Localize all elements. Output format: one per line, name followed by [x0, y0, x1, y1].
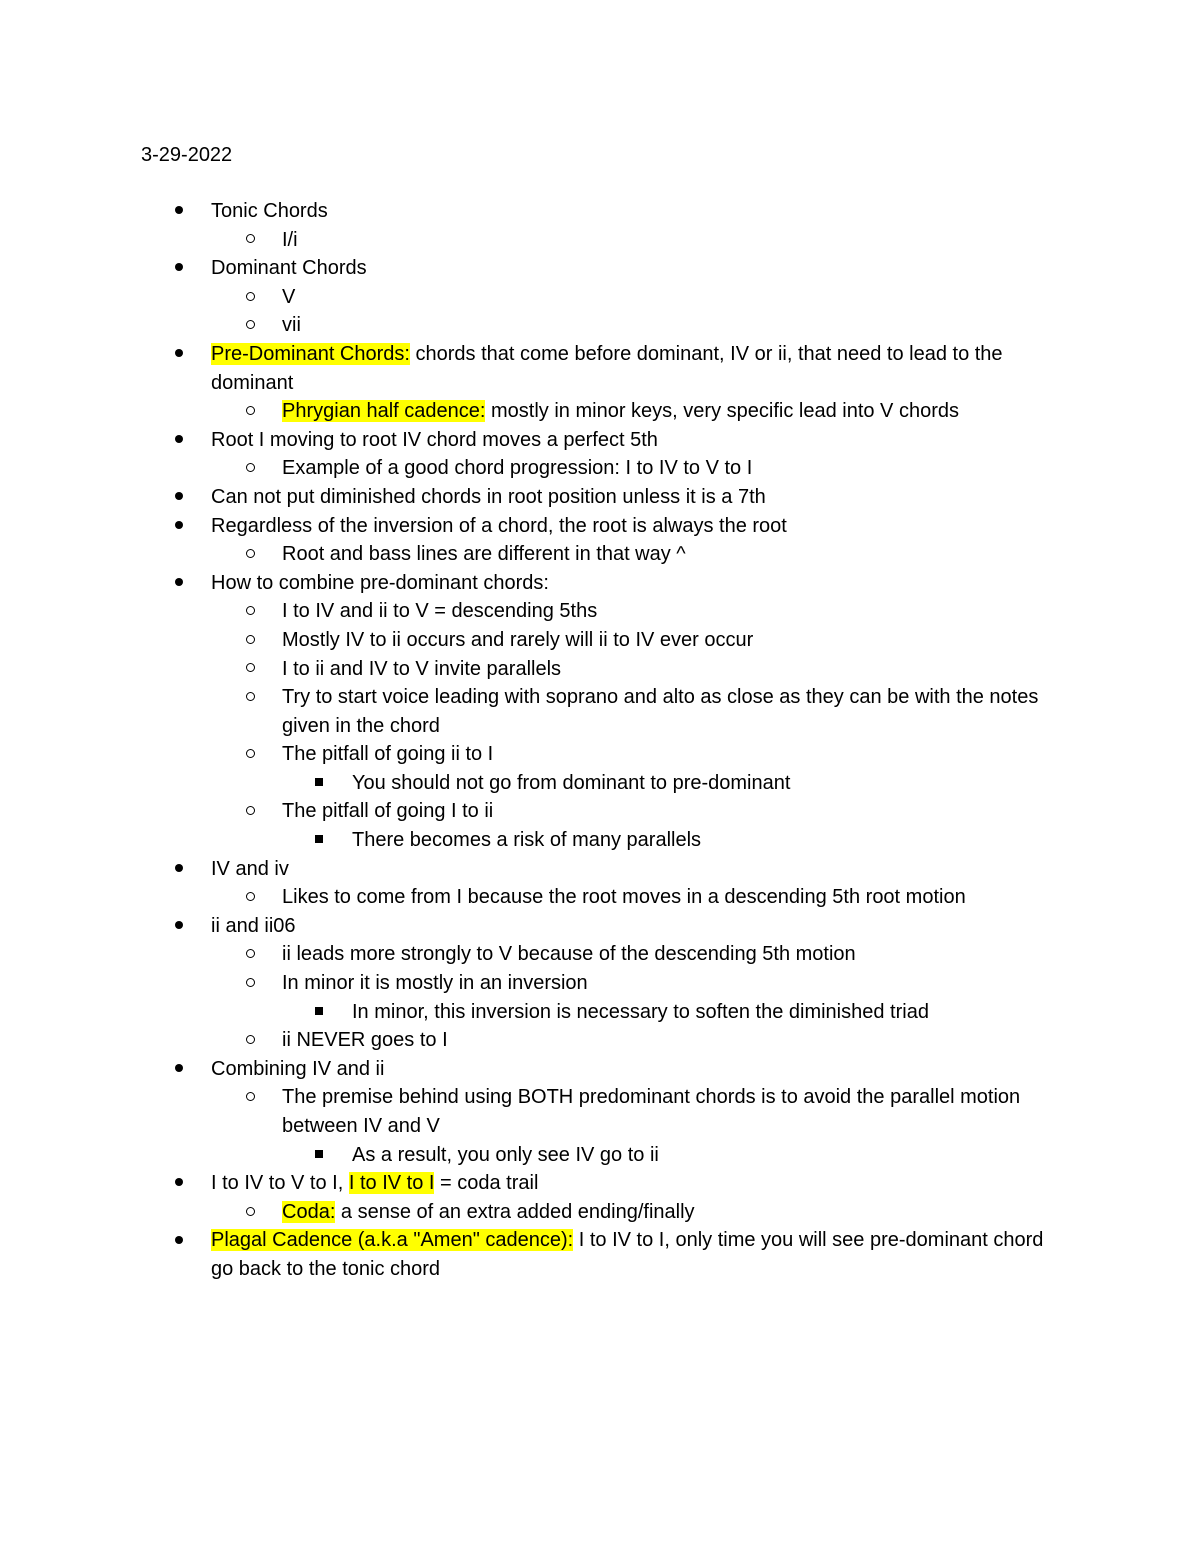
list-item: V [0, 283, 1200, 312]
bullet-icon [175, 1055, 183, 1084]
list-item: ii and ii06 [0, 912, 1200, 941]
list-item: Coda: a sense of an extra added ending/finally [0, 1198, 1200, 1227]
circle-bullet-icon [246, 226, 255, 255]
bullet-icon [175, 254, 183, 283]
list-item: I/i [0, 226, 1200, 255]
bullet-icon [175, 512, 183, 541]
list-item: In minor it is mostly in an inversion [0, 969, 1200, 998]
list-item: Phrygian half cadence: mostly in minor keys, very specific lead into V chords [0, 397, 1200, 426]
highlighted-term: I to IV to I [348, 1172, 435, 1195]
bullet-icon [175, 569, 183, 598]
highlighted-term: Pre-Dominant Chords: [211, 342, 410, 365]
list-item: How to combine pre-dominant chords: [0, 569, 1200, 598]
square-bullet-icon [315, 998, 323, 1027]
bullet-icon [175, 197, 183, 226]
list-item: I to ii and IV to V invite parallels [0, 655, 1200, 684]
note-date: 3-29-2022 [141, 144, 233, 166]
list-item: Regardless of the inversion of a chord, the root is always the root [0, 512, 1200, 541]
list-item: vii [0, 311, 1200, 340]
square-bullet-icon [315, 769, 323, 798]
circle-bullet-icon [246, 740, 255, 769]
bullet-icon [175, 1169, 183, 1198]
circle-bullet-icon [246, 883, 255, 912]
list-item: The pitfall of going ii to I [0, 740, 1200, 769]
list-item: Pre-Dominant Chords: chords that come before dominant, IV or ii, that need to lead to the dominant [0, 340, 1200, 397]
circle-bullet-icon [246, 626, 255, 655]
list-item: Combining IV and ii [0, 1055, 1200, 1084]
list-item: The premise behind using BOTH predominant chords is to avoid the parallel motion between IV and V [0, 1083, 1200, 1140]
bullet-icon [175, 483, 183, 512]
list-item: Dominant Chords [0, 254, 1200, 283]
list-item: In minor, this inversion is necessary to soften the diminished triad [0, 998, 1200, 1027]
circle-bullet-icon [246, 283, 255, 312]
bullet-icon [175, 1226, 183, 1255]
list-item: IV and iv [0, 855, 1200, 884]
list-item: The pitfall of going I to ii [0, 797, 1200, 826]
list-item: Likes to come from I because the root moves in a descending 5th root motion [0, 883, 1200, 912]
square-bullet-icon [315, 1141, 323, 1170]
list-item: You should not go from dominant to pre-dominant [0, 769, 1200, 798]
square-bullet-icon [315, 826, 323, 855]
bullet-icon [175, 426, 183, 455]
bullet-icon [175, 855, 183, 884]
list-item: Example of a good chord progression: I to IV to V to I [0, 454, 1200, 483]
bullet-icon [175, 912, 183, 941]
list-item: Plagal Cadence (a.k.a "Amen" cadence): I to IV to I, only time you will see pre-dominant chord go back to the tonic chord [0, 1226, 1200, 1283]
circle-bullet-icon [246, 311, 255, 340]
list-item: Try to start voice leading with soprano and alto as close as they can be with the notes given in the chord [0, 683, 1200, 740]
circle-bullet-icon [246, 940, 255, 969]
circle-bullet-icon [246, 540, 255, 569]
notes-list [0, 197, 1200, 1284]
circle-bullet-icon [246, 1026, 255, 1055]
highlighted-term: Phrygian half cadence: [282, 400, 486, 423]
list-item: ii NEVER goes to I [0, 1026, 1200, 1055]
bullet-icon [175, 340, 183, 369]
list-item: Mostly IV to ii occurs and rarely will ii to IV ever occur [0, 626, 1200, 655]
highlighted-term: Coda: [282, 1200, 336, 1223]
list-item: I to IV to V to I, I to IV to I = coda trail [0, 1169, 1200, 1198]
list-item: Root and bass lines are different in that way ^ [0, 540, 1200, 569]
circle-bullet-icon [246, 655, 255, 684]
list-item: There becomes a risk of many parallels [0, 826, 1200, 855]
circle-bullet-icon [246, 1198, 255, 1227]
circle-bullet-icon [246, 397, 255, 426]
list-item: ii leads more strongly to V because of the descending 5th motion [0, 940, 1200, 969]
circle-bullet-icon [246, 683, 255, 712]
list-item: I to IV and ii to V = descending 5ths [0, 597, 1200, 626]
list-item: As a result, you only see IV go to ii [0, 1141, 1200, 1170]
circle-bullet-icon [246, 1083, 255, 1112]
list-item: Tonic Chords [0, 197, 1200, 226]
highlighted-term: Plagal Cadence (a.k.a "Amen" cadence): [211, 1229, 574, 1252]
list-item: Can not put diminished chords in root position unless it is a 7th [0, 483, 1200, 512]
list-item: Root I moving to root IV chord moves a perfect 5th [0, 426, 1200, 455]
circle-bullet-icon [246, 797, 255, 826]
circle-bullet-icon [246, 969, 255, 998]
circle-bullet-icon [246, 597, 255, 626]
circle-bullet-icon [246, 454, 255, 483]
